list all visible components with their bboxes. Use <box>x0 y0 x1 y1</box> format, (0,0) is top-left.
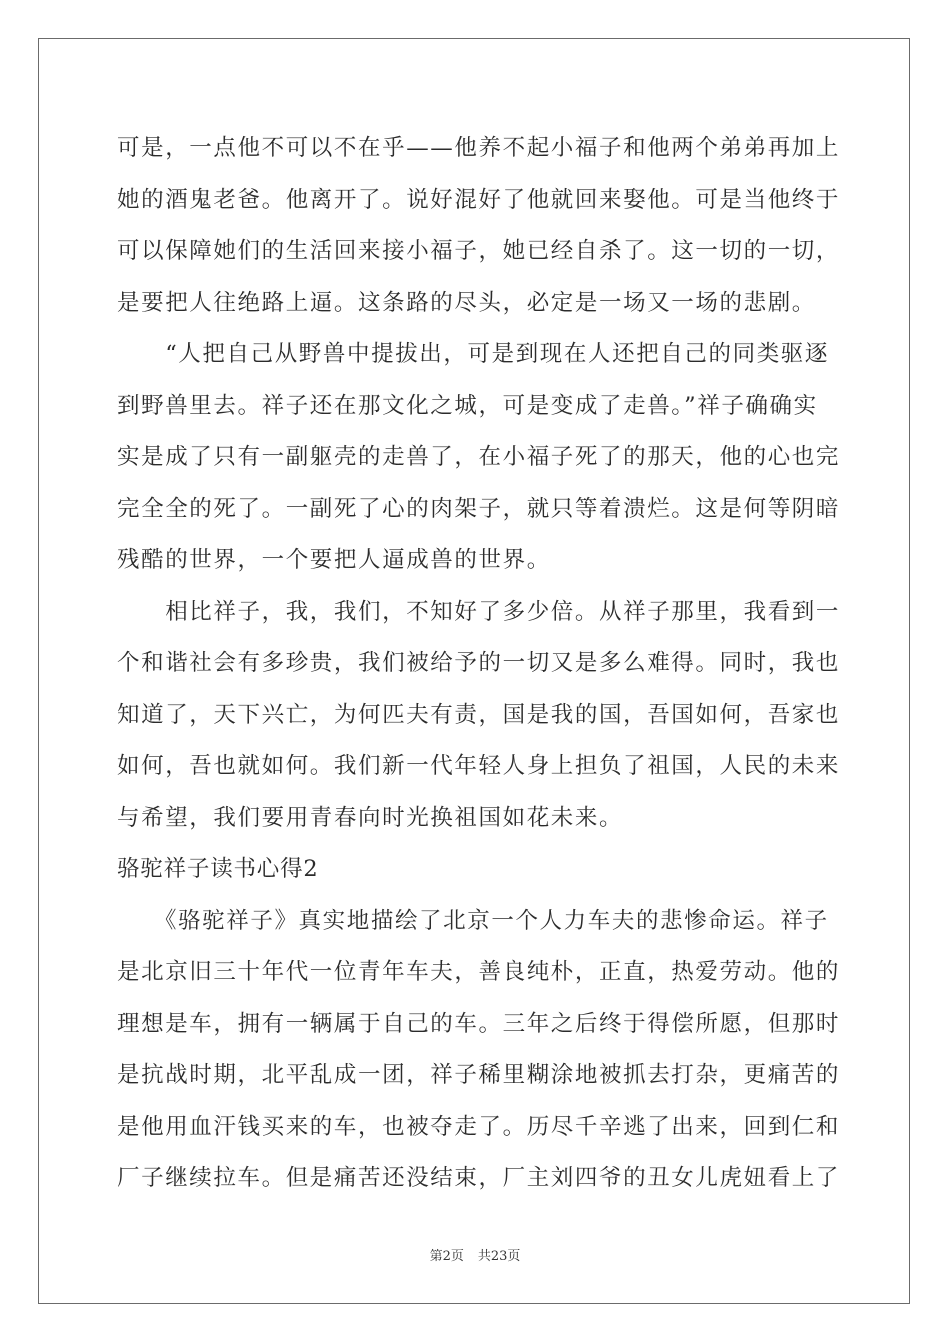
page-footer <box>0 1245 950 1264</box>
text-line: 可是，一点他不可以不在乎——他养不起小福子和他两个弟弟再加上 <box>117 135 841 161</box>
text-line: 完全全的死了。一副死了心的肉架子，就只等着溃烂。这是何等阴暗 <box>117 495 841 522</box>
text-line: 可以保障她们的生活回来接小福子，她已经自杀了。这一切的一切， <box>117 238 841 264</box>
text-line: 实是成了只有一副躯壳的走兽了，在小福子死了的那天，他的心也完 <box>117 444 841 470</box>
text-line: 是抗战时期，北平乱成一团，祥子稀里糊涂地被抓去打杂，更痛苦的 <box>117 1062 841 1088</box>
section-heading: 骆驼祥子读书心得2 <box>117 856 319 882</box>
text-line: 个和谐社会有多珍贵，我们被给予的一切又是多么难得。同时，我也 <box>117 650 841 676</box>
text-line: 是北京旧三十年代一位青年车夫，善良纯朴，正直，热爱劳动。他的 <box>117 959 841 985</box>
text-line: 是要把人往绝路上逼。这条路的尽头，必定是一场又一场的悲剧。 <box>117 289 816 316</box>
text-line: 知道了，天下兴亡，为何匹夫有责，国是我的国，吾国如何，吾家也 <box>117 701 841 728</box>
text-line: 如何，吾也就如何。我们新一代年轻人身上担负了祖国，人民的未来 <box>117 753 841 779</box>
document-body <box>117 126 841 1208</box>
text-line: 理想是车，拥有一辆属于自己的车。三年之后终于得偿所愿，但那时 <box>117 1010 841 1037</box>
page-number: 第2页 <box>429 1249 464 1264</box>
text-line: 她的酒鬼老爸。他离开了。说好混好了他就回来娶他。可是当他终于 <box>117 186 841 213</box>
text-line: 与希望，我们要用青春向时光换祖国如花未来。 <box>117 804 624 831</box>
text-line: 是他用血汗钱买来的车，也被夺走了。历尽千辛逃了出来，回到仁和 <box>117 1113 841 1140</box>
text-line: 残酷的世界，一个要把人逼成兽的世界。 <box>117 547 551 573</box>
text-line: 到野兽里去。祥子还在那文化之城，可是变成了走兽。”祥子确确实 <box>117 392 818 419</box>
page-total: 共23页 <box>477 1249 521 1264</box>
text-line: 《骆驼祥子》真实地描绘了北京一个人力车夫的悲惨命运。祥子 <box>117 907 829 934</box>
text-line: “人把自己从野兽中提拔出，可是到现在人还把自己的同类驱逐 <box>117 341 830 367</box>
text-line: 相比祥子，我，我们，不知好了多少倍。从祥子那里，我看到一 <box>117 598 841 625</box>
text-line: 厂子继续拉车。但是痛苦还没结束，厂主刘四爷的丑女儿虎妞看上了 <box>117 1165 841 1191</box>
